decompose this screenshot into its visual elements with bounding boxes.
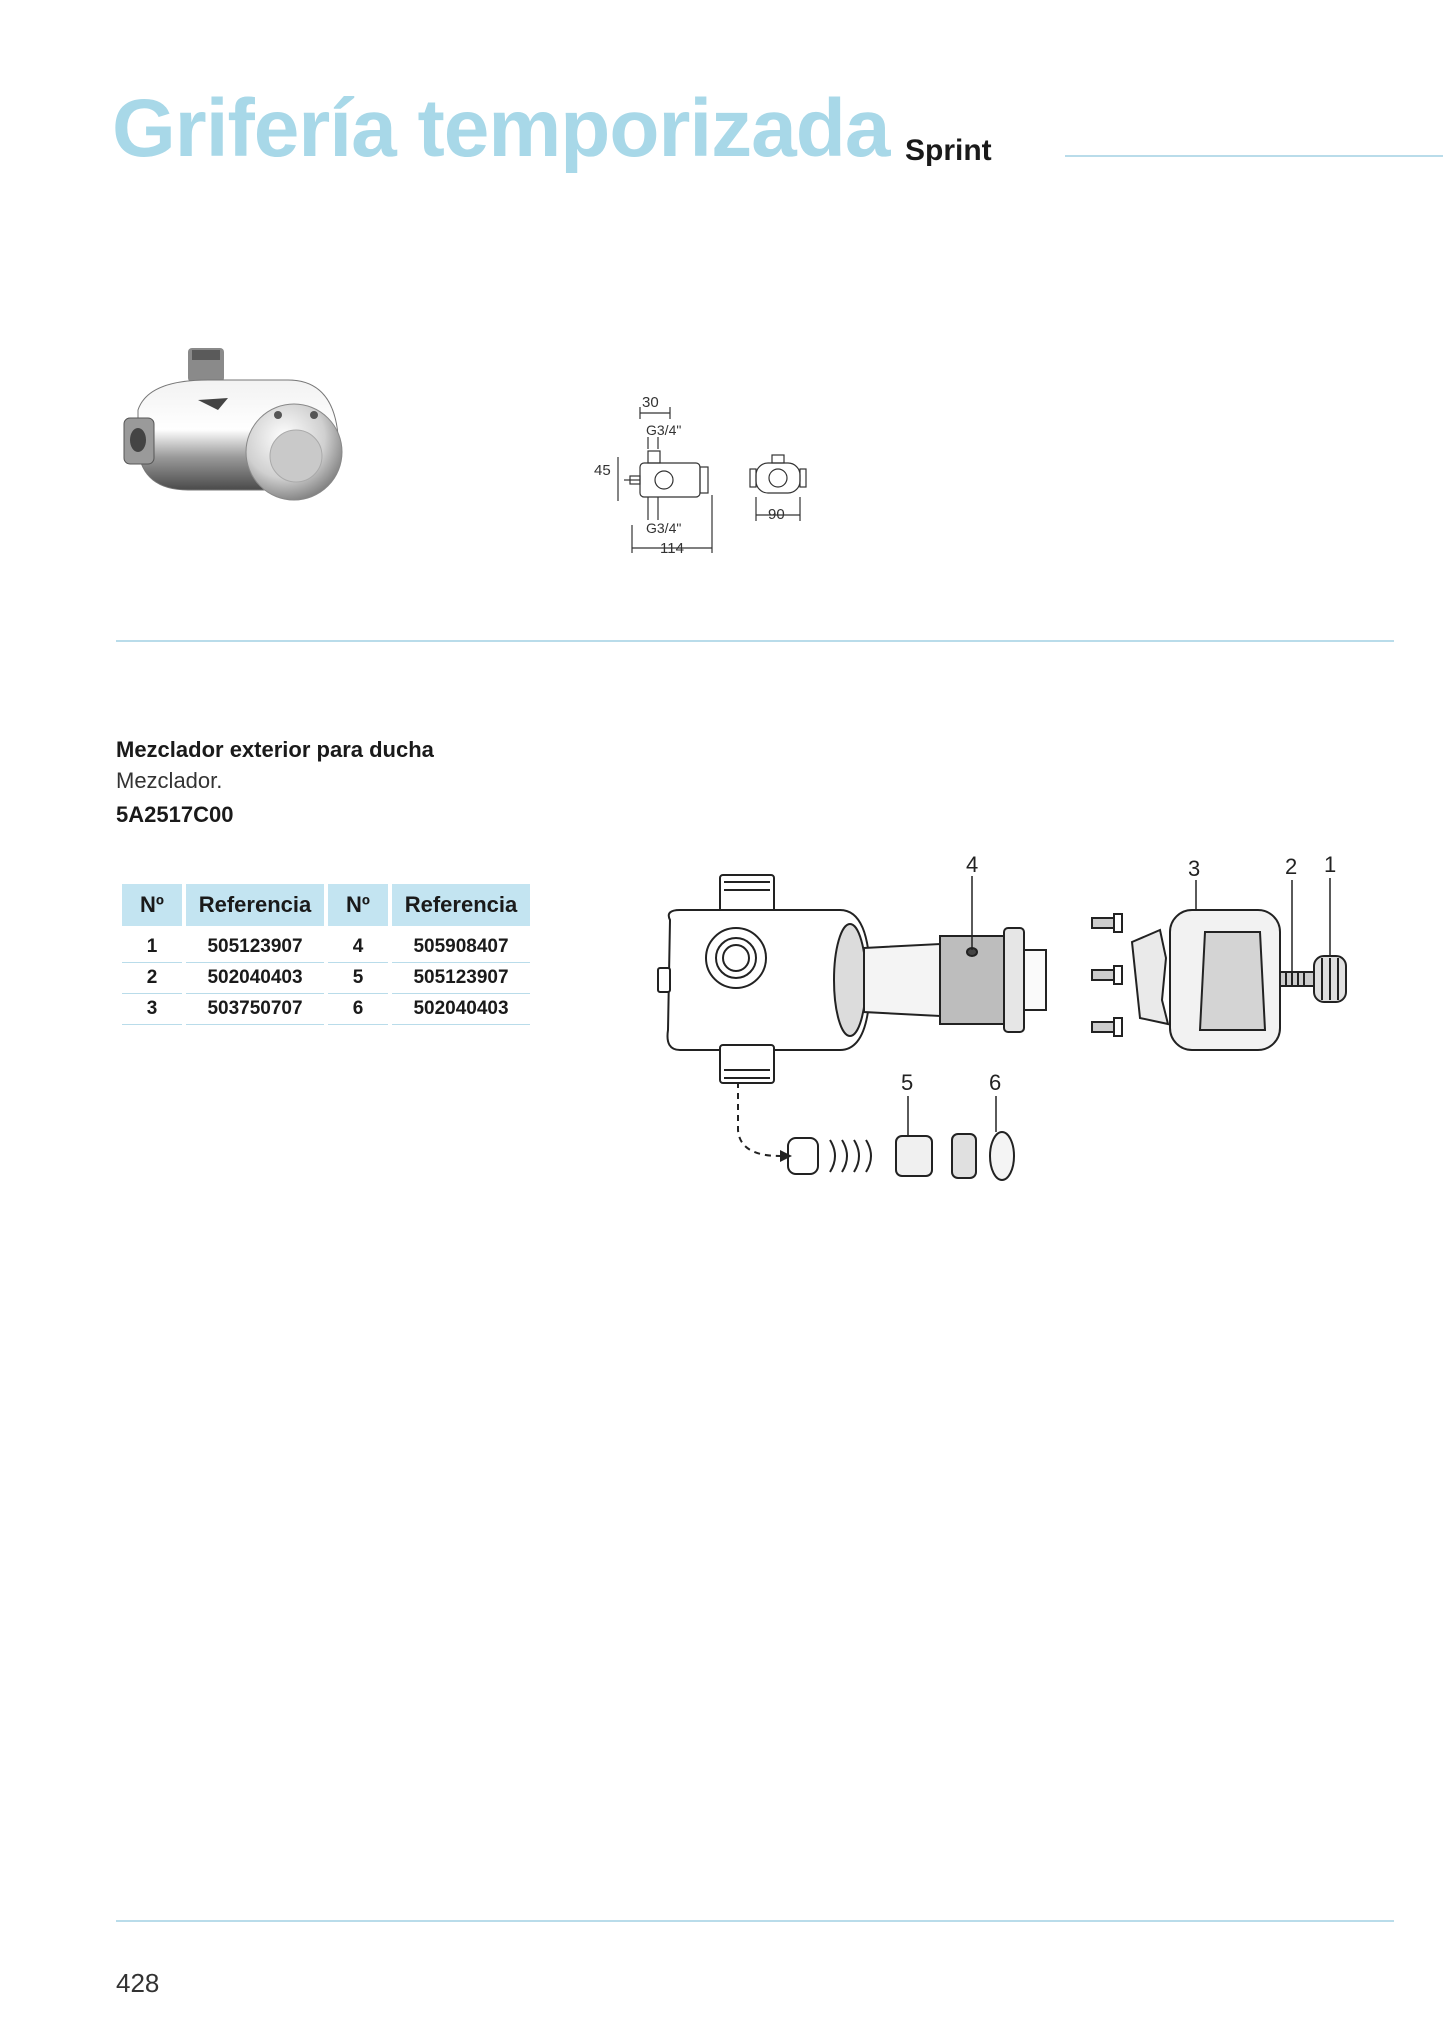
dim-top-thread: G3/4" — [646, 422, 682, 438]
product-code: 5A2517C00 — [116, 802, 234, 827]
part-reference: 503750707 — [186, 994, 324, 1025]
product-name: Mezclador exterior para ducha — [116, 737, 434, 762]
part-reference: 502040403 — [392, 994, 530, 1025]
table-row — [122, 994, 530, 1025]
dim-height: 45 — [594, 462, 611, 479]
part-number: 6 — [328, 994, 388, 1025]
part-reference: 505123907 — [392, 963, 530, 994]
dim-depth: 90 — [768, 506, 785, 523]
part-number: 2 — [122, 963, 182, 994]
dim-top-width: 30 — [642, 394, 659, 411]
part-number: 4 — [328, 932, 388, 963]
col-header-reference: Referencia — [392, 884, 530, 926]
dim-bottom-thread: G3/4" — [646, 520, 682, 536]
parts-table — [118, 884, 534, 1025]
col-header-number: Nº — [328, 884, 388, 926]
page-title: Grifería temporizada — [112, 83, 890, 174]
page-number: 428 — [116, 1968, 160, 1998]
part-number: 5 — [328, 963, 388, 994]
callout-label: 5 — [901, 1070, 914, 1095]
product-photo — [118, 340, 353, 515]
col-header-number: Nº — [122, 884, 182, 926]
footer-rule — [116, 1920, 1394, 1922]
callout-label: 2 — [1285, 854, 1298, 879]
exploded-diagram — [640, 850, 1360, 1210]
table-row — [122, 932, 530, 963]
product-type: Mezclador. — [116, 768, 223, 793]
part-reference: 502040403 — [186, 963, 324, 994]
table-header-row — [122, 884, 530, 926]
section-divider — [116, 640, 1394, 642]
part-reference: 505908407 — [392, 932, 530, 963]
header-rule — [1065, 155, 1443, 157]
col-header-reference: Referencia — [186, 884, 324, 926]
dimension-drawing — [590, 385, 830, 565]
table-row — [122, 963, 530, 994]
series-name: Sprint — [905, 134, 992, 167]
part-number: 1 — [122, 932, 182, 963]
callout-label: 6 — [989, 1070, 1002, 1095]
callout-label: 3 — [1188, 856, 1201, 881]
dim-length: 114 — [660, 540, 684, 557]
part-reference: 505123907 — [186, 932, 324, 963]
part-number: 3 — [122, 994, 182, 1025]
callout-label: 4 — [966, 852, 979, 877]
callout-label: 1 — [1324, 852, 1337, 877]
